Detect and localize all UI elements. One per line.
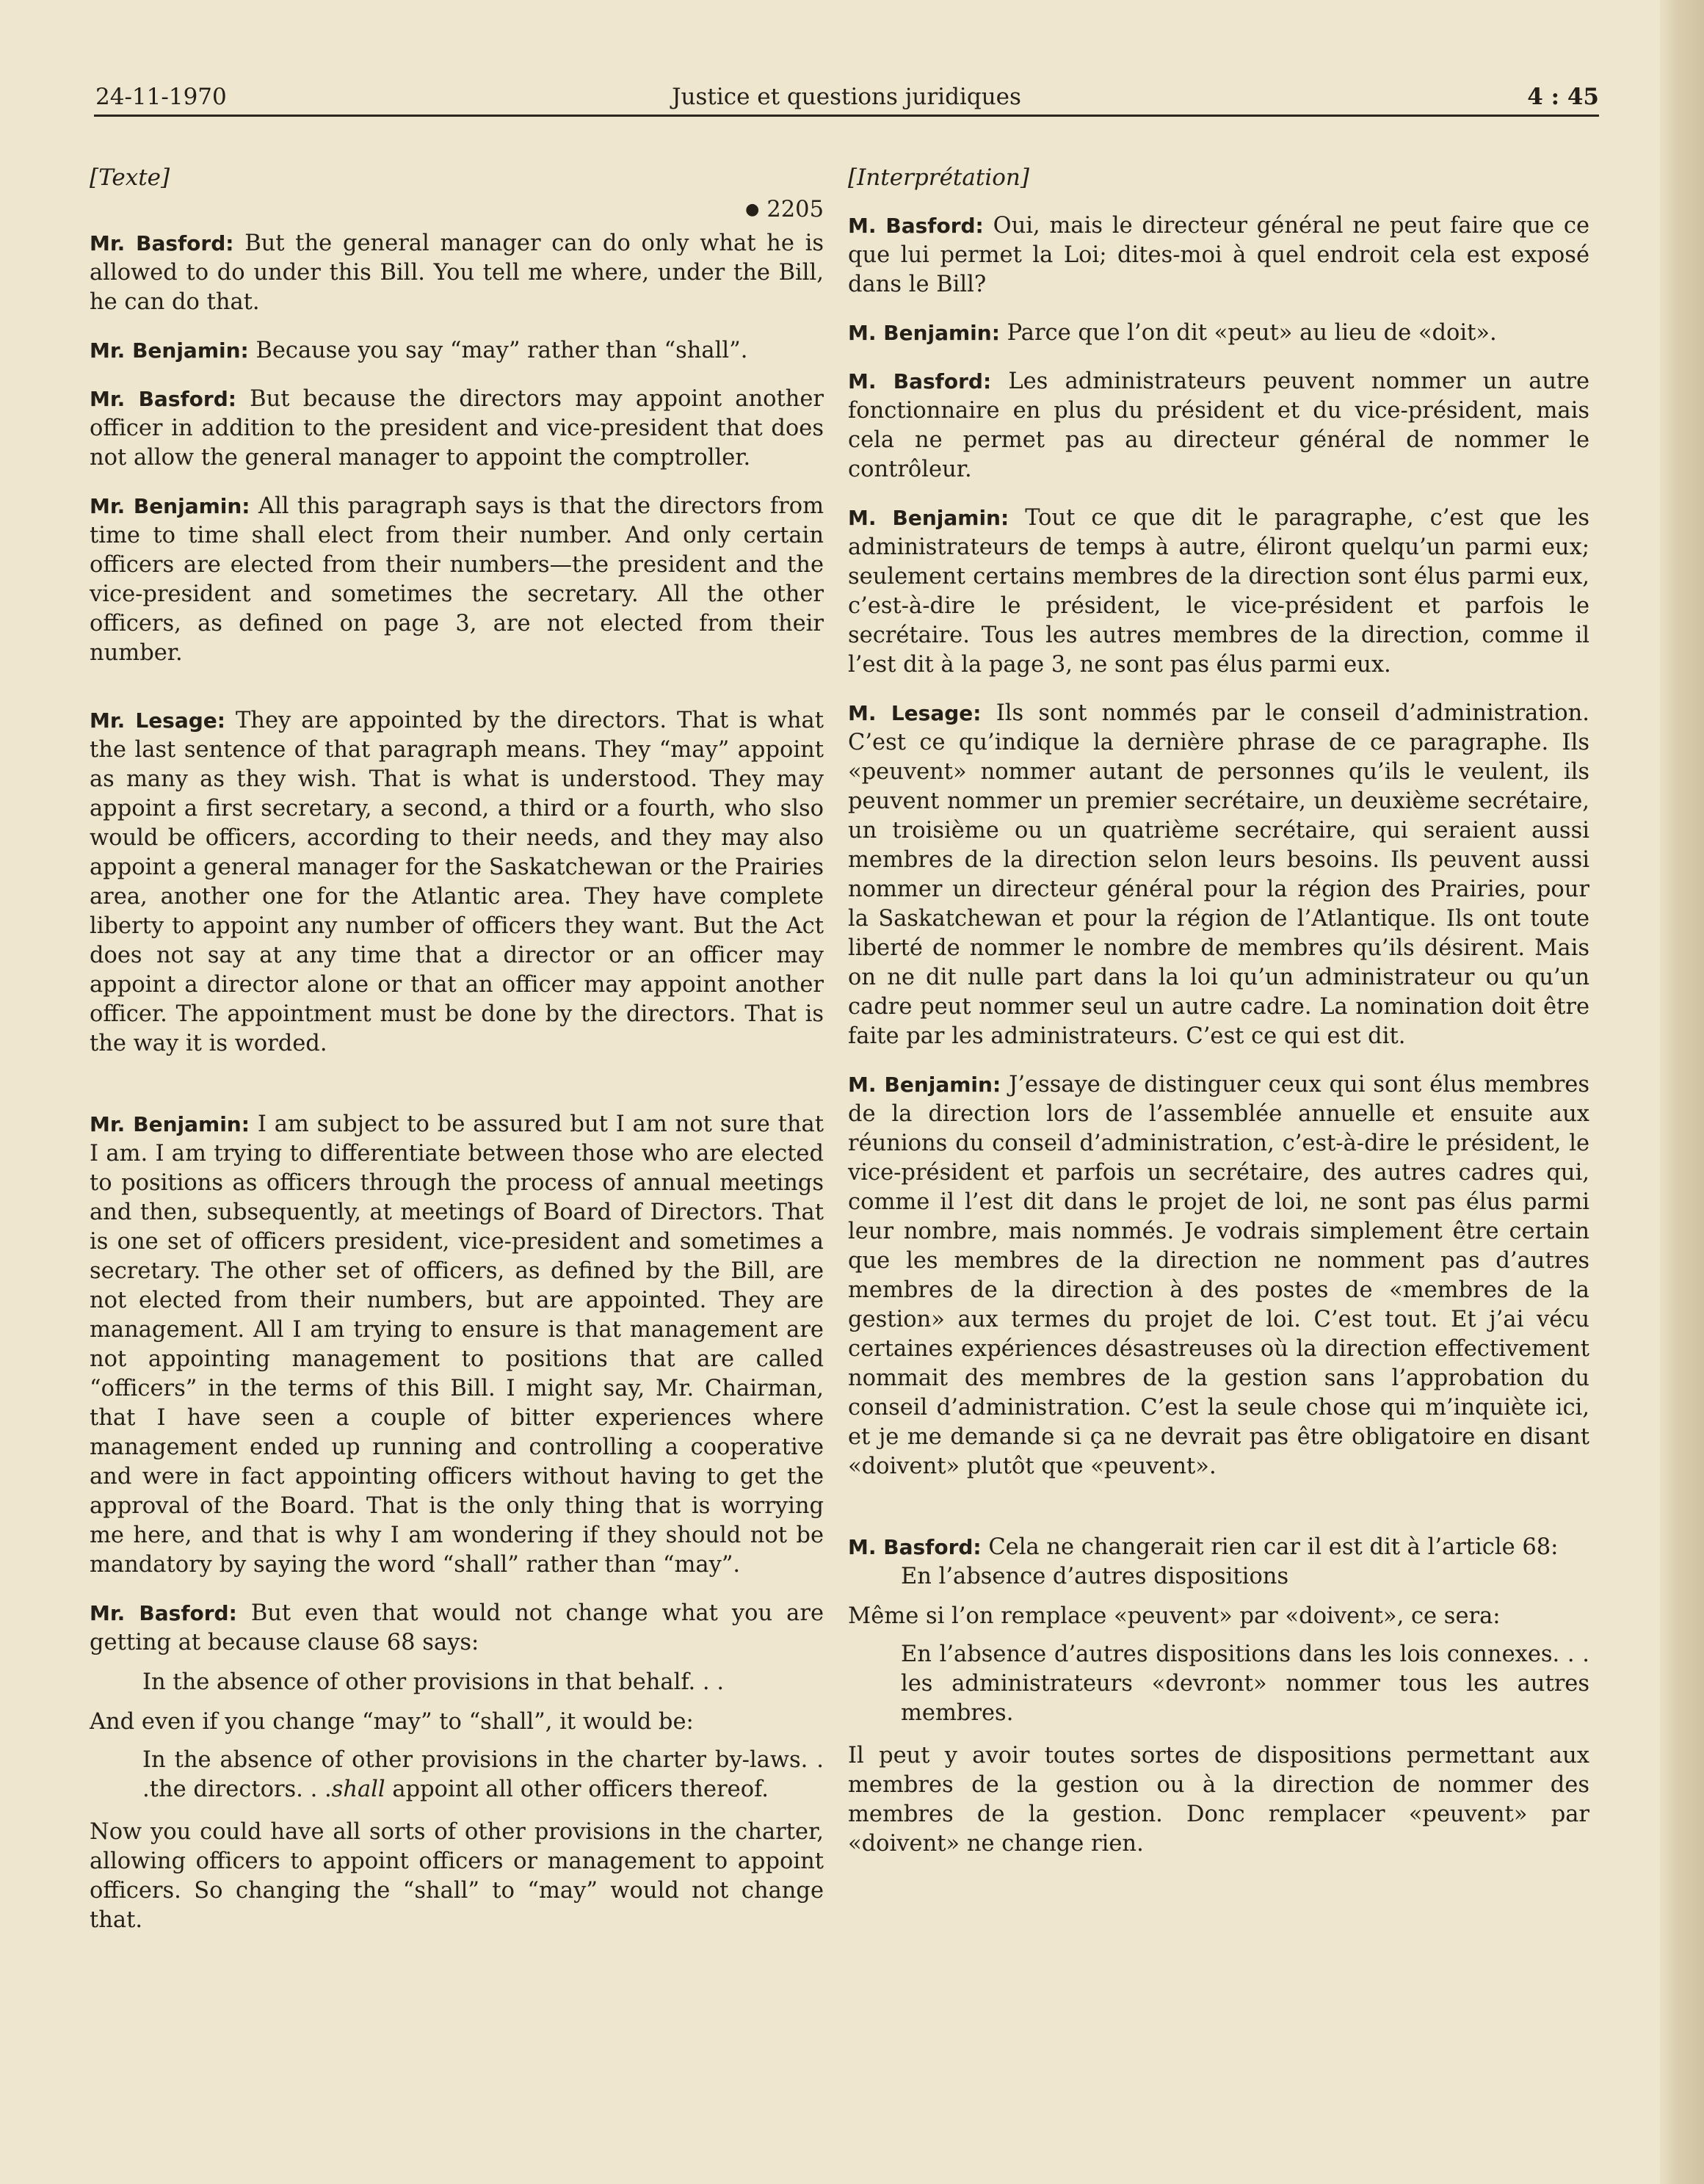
exchange-paragraph <box>848 367 1589 485</box>
closing-paragraph: Now you could have all sorts of other provisions in the charter, allowing officers to appoint officers or management to appoint officers. So changing the “shall” to “may” would not change that. <box>90 1819 824 1933</box>
block-quote: In the absence of other provisions in that behalf. . . <box>142 1669 725 1695</box>
bullet-icon: ● <box>745 200 760 219</box>
exchange-paragraph <box>848 1533 1589 1562</box>
speech-text: But the general manager can do only what he is allowed to do under this Bill. You tell me where, under the Bill, he can do that. <box>90 231 824 315</box>
bridge-text: Même si l’on remplace «peuvent» par «doivent», ce sera: <box>848 1603 1501 1629</box>
speaker-name: M. Lesage: <box>848 701 982 725</box>
exchange-paragraph <box>90 385 824 473</box>
speech-text: Oui, mais le directeur général ne peut faire que ce que lui permet la Loi; dites-moi à quel endroit cela est exposé dans le Bill? <box>848 213 1589 297</box>
block-quote: En l’absence d’autres dispositions <box>901 1564 1289 1589</box>
speaker-name: Mr. Benjamin: <box>90 1112 250 1136</box>
closing-paragraph: Il peut y avoir toutes sortes de dispositions permettant aux membres de la gestion ou à la direction de nommer des membres de la gestion. Donc remplacer «peuvent» par «doivent» ne change rien. <box>848 1743 1589 1857</box>
speech-text: Ils sont nommés par le conseil d’administration. C’est ce qu’indique la dernière phrase de ce paragraphe. Ils «peuvent» nommer autant de personnes qu’ils le veulent, ils peuvent nommer un premier secrétaire, un deuxième secrétaire, un troisième ou un quatrième secrétaire, qui seraient aussi membres de la direction selon leurs besoins. Ils peuvent aussi nommer un directeur général pour la région des Prairies, pour la Saskatchewan et pour la région de l’Atlantique. Ils ont toute liberté de nommer le nombre de membres qu’ils désirent. Mais on ne dit nulle part dans la loi qu’un administrateur ou qu’un cadre peut nommer seul un autre cadre. La nomination doit être faite par les administrateurs. C’est ce qui est dit. <box>848 700 1589 1049</box>
time-mark <box>90 195 824 225</box>
speaker-name: M. Benjamin: <box>848 321 1000 345</box>
exchange-paragraph <box>90 706 824 1059</box>
speaker-name: Mr. Benjamin: <box>90 338 249 363</box>
speech-text: Les administrateurs peuvent nommer un autre fonctionnaire en plus du président et du vice-président, mais cela ne permet pas au directeur général de nommer le contrôleur. <box>848 369 1589 482</box>
speaker-name: Mr. Benjamin: <box>90 494 250 518</box>
exchange-paragraph <box>848 504 1589 680</box>
page-edge <box>1660 0 1704 2184</box>
speech-text: I am subject to be assured but I am not sure that I am. I am trying to differentiate between those who are elected to positions as officers through the process of annual meetings and then, subsequently, at meetings of Board of Directors. That is one set of officers president, vice-president and sometimes a secretary. The other set of officers, as defined by the Bill, are not elected from their numbers, but are appointed. They are management. All I am trying to ensure is that management are not appointing management to positions that are called “officers” in the terms of this Bill. I might say, Mr. Chairman, that I have seen a couple of bitter experiences where management ended up running and controlling a cooperative and were in fact appointing officers without having to get the approval of the Board. That is the only thing that is worrying me here, and that is why I am wondering if they should not be mandatory by saying the word “shall” rather than “may”. <box>90 1111 824 1578</box>
speech-text: But even that would not change what you are getting at because clause 68 says: <box>90 1600 824 1655</box>
speech-text: Tout ce que dit le paragraphe, c’est que les administrateurs de temps à autre, éliront quelqu’un parmi eux; seulement certains membres de la direction sont élus parmi eux, c’est-à-dire le président, le vice-président et parfois le secrétaire. Tous les autres membres de la direction, comme il l’est dit à la page 3, ne sont pas élus parmi eux. <box>848 505 1589 678</box>
running-header <box>94 76 1599 117</box>
exchange-paragraph <box>848 1070 1589 1481</box>
page-number: 4 : 45 <box>1527 84 1599 110</box>
speaker-name: Mr. Basford: <box>90 1601 237 1625</box>
section-label-texte: [Texte] <box>90 164 170 191</box>
exchange-paragraph <box>848 699 1589 1051</box>
speech-text: Because you say “may” rather than “shall”. <box>255 338 748 363</box>
speech-text: But because the directors may appoint another officer in addition to the president and vice-president that does not allow the general manager to appoint the comptroller. <box>90 386 824 471</box>
time-mark-value: 2205 <box>766 197 824 222</box>
speech-text: All this paragraph says is that the directors from time to time shall elect from their number. And only certain officers are elected from their numbers—the president and the vice-president and sometimes the secretary. All the other officers, as defined on page 3, are not elected from their number. <box>90 493 824 666</box>
speech-text: Cela ne changerait rien car il est dit à l’article 68: <box>988 1534 1559 1560</box>
english-column <box>90 163 824 1954</box>
exchange-paragraph <box>90 492 824 668</box>
speaker-name: Mr. Lesage: <box>90 708 225 733</box>
speaker-name: M. Basford: <box>848 1535 982 1559</box>
exchange-paragraph <box>90 1599 824 1658</box>
quote-text: In the absence of other provisions in the charter by-laws. . .the directors. . . <box>142 1747 824 1802</box>
exchange-paragraph <box>848 319 1589 348</box>
speaker-name: M. Benjamin: <box>848 506 1009 530</box>
block-quote: En l’absence d’autres dispositions dans les lois connexes. . . les administrateurs «devront» nommer tous les autres membres. <box>901 1641 1589 1726</box>
french-column <box>848 163 1589 1878</box>
exchange-paragraph <box>90 336 824 366</box>
speaker-name: Mr. Basford: <box>90 231 234 255</box>
exchange-paragraph <box>90 1110 824 1580</box>
speaker-name: M. Basford: <box>848 214 984 238</box>
speaker-name: M. Benjamin: <box>848 1073 1001 1097</box>
speaker-name: M. Basford: <box>848 369 992 393</box>
exchange-paragraph <box>848 211 1589 300</box>
speech-text: Parce que l’on dit «peut» au lieu de «doit». <box>1007 320 1497 346</box>
quote-emphasis: shall <box>331 1777 385 1802</box>
speech-text: They are appointed by the directors. That is what the last sentence of that paragraph means. They “may” appoint as many as they wish. That is what is understood. They may appoint a first secretary, a second, a third or a fourth, who slso would be officers, according to their needs, and they may also appoint a general manager for the Saskatchewan or the Prairies area, another one for the Atlantic area. They have complete liberty to appoint any number of officers they want. But the Act does not say at any time that a director or an officer may appoint a director alone or that an officer may appoint another officer. The appointment must be done by the directors. That is the way it is worded. <box>90 708 824 1056</box>
block-quote <box>142 1746 824 1804</box>
header-date: 24-11-1970 <box>95 84 227 110</box>
section-label-interpretation: [Interprétation] <box>848 164 1029 191</box>
speech-text: J’essaye de distinguer ceux qui sont élus membres de la direction lors de l’assemblée annuelle et ensuite aux réunions du conseil d’administration, c’est-à-dire le président, le vice-président et parfois un secrétaire, des autres cadres qui, comme il l’est dit dans le projet de loi, ne sont pas élus parmi leur nombre, mais nommés. Je vodrais simplement être certain que les membres de la direction ne nomment pas d’autres membres de la direction à des postes de «membres de la gestion» aux termes du projet de loi. C’est tout. Et j’ai vécu certaines expériences désastreuses où la direction effectivement nommait des membres de la gestion sans l’approbation du conseil d’administration. C’est la seule chose qui m’inquiète ici, et je me demande si ça ne devrait pas être obligatoire en disant «doivent» plutôt que «peuvent». <box>848 1072 1589 1479</box>
speaker-name: Mr. Basford: <box>90 387 236 411</box>
exchange-paragraph <box>90 229 824 317</box>
header-title: Justice et questions juridiques <box>672 84 1021 110</box>
quote-text: appoint all other officers thereof. <box>385 1777 769 1802</box>
bridge-text: And even if you change “may” to “shall”, it would be: <box>90 1709 694 1735</box>
